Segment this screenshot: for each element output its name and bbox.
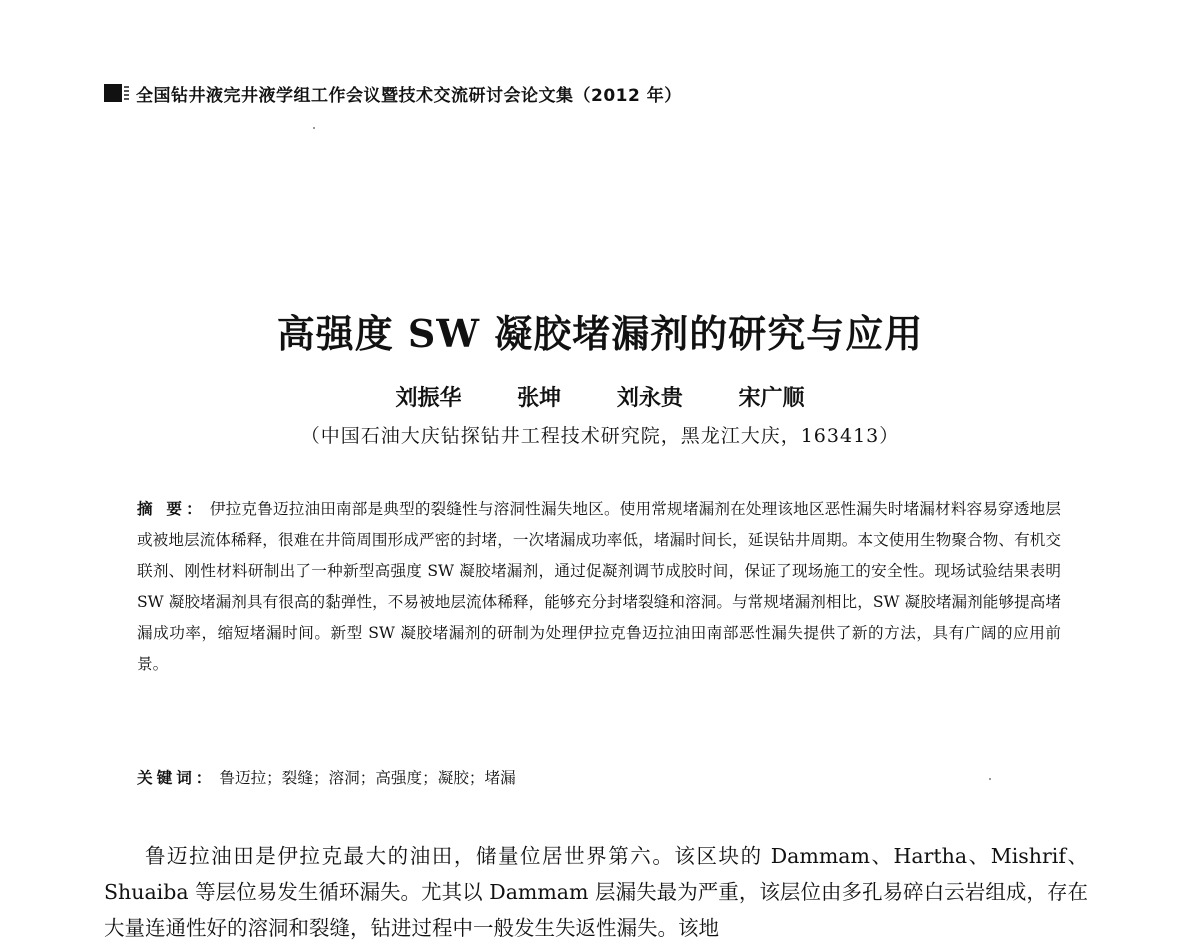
- author-name: 宋广顺: [738, 385, 805, 411]
- scan-speck: [313, 127, 315, 129]
- author-list: [0, 381, 1200, 412]
- keywords: [137, 765, 1061, 791]
- paper-title: 高强度 SW 凝胶堵漏剂的研究与应用: [276, 311, 924, 356]
- author-name: 刘振华: [395, 385, 462, 411]
- abstract-label: 摘 要：: [137, 499, 206, 518]
- keywords-text: 鲁迈拉；裂缝；溶洞；高强度；凝胶；堵漏: [219, 769, 516, 787]
- body-paragraph: 鲁迈拉油田是伊拉克最大的油田，储量位居世界第六。该区块的 Dammam、Hartha、Mishrif、Shuaiba 等层位易发生循环漏失。尤其以 Dammam 层漏失最为严重，该层位由多孔易碎白云岩组成，存在大量连通性好的溶洞和裂缝，钻进过程中一般发生失返性漏失。该地: [104, 844, 1088, 940]
- header-marker-icon: [104, 84, 122, 102]
- author-affiliation: （中国石油大庆钻探钻井工程技术研究院，黑龙江大庆，163413）: [300, 425, 900, 447]
- author-name: 张坤: [517, 385, 562, 411]
- abstract: [137, 493, 1061, 680]
- author-name: 刘永贵: [616, 385, 683, 411]
- running-header: [104, 78, 682, 108]
- keywords-label: 关键词：: [137, 768, 216, 787]
- running-header-title: 全国钻井液完井液学组工作会议暨技术交流研讨会论文集（2012 年）: [136, 85, 682, 106]
- scan-speck: [989, 778, 991, 780]
- abstract-text: 伊拉克鲁迈拉油田南部是典型的裂缝性与溶洞性漏失地区。使用常规堵漏剂在处理该地区恶性漏失时堵漏材料容易穿透地层或被地层流体稀释，很难在井筒周围形成严密的封堵，一次堵漏成功率低，堵漏时间长，延误钻井周期。本文使用生物聚合物、有机交联剂、刚性材料研制出了一种新型高强度 SW 凝胶堵漏剂，通过促凝剂调节成胶时间，保证了现场施工的安全性。现场试验结果表明 SW 凝胶堵漏剂具有很高的黏弹性，不易被地层流体稀释，能够充分封堵裂缝和溶洞。与常规堵漏剂相比，SW 凝胶堵漏剂能够提高堵漏成功率，缩短堵漏时间。新型 SW 凝胶堵漏剂的研制为处理伊拉克鲁迈拉油田南部恶性漏失提供了新的方法，具有广阔的应用前景。: [137, 500, 1061, 673]
